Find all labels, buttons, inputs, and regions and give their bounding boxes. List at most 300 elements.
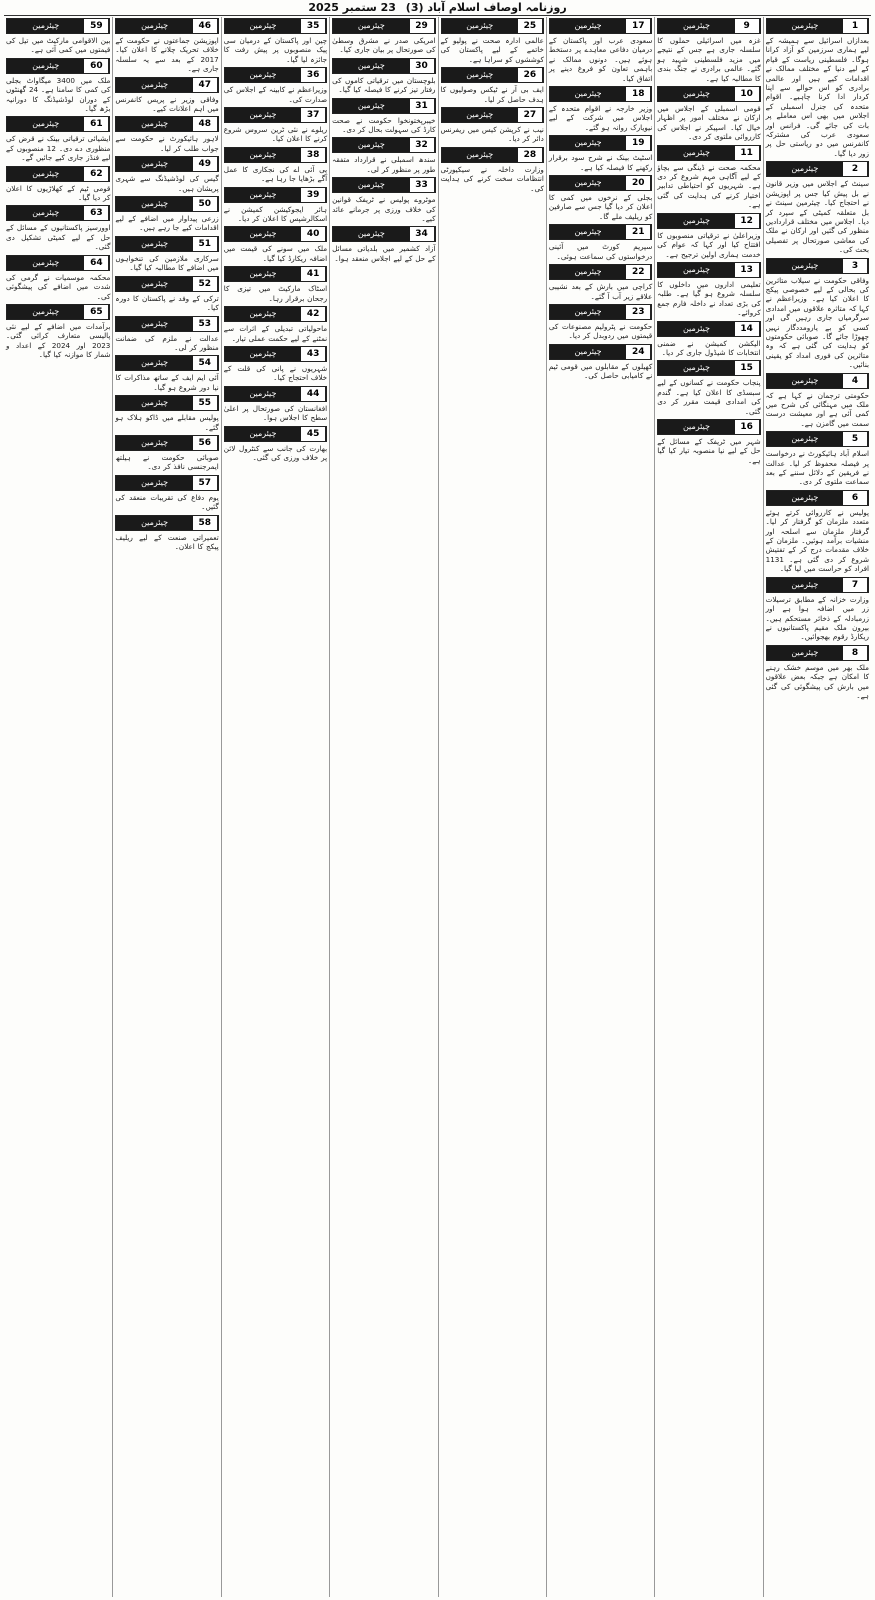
item-text: پولیس نے کارروائی کرتے ہوئے متعدد ملزمان کو گرفتار کر لیا۔ گرفتار ملزمان سے اسلحہ اور منشیات برآمد ہوئیں۔ ملزمان کے خلاف مقدمات درج کر کے تفتیش شروع کر دی گئی ہے۔ 1131 افراد کو حراست میں لیا گیا۔	[765, 507, 869, 574]
item-label: چیئرمین	[116, 436, 192, 450]
item-text: اسلام آباد ہائیکورٹ نے درخواست پر فیصلہ محفوظ کر لیا۔ عدالت نے فریقین کے دلائل سننے کے بعد سماعت ملتوی کر دی۔	[765, 449, 869, 487]
news-item	[224, 17, 327, 64]
news-item	[549, 263, 652, 301]
item-number: 41	[301, 267, 326, 281]
item-label: چیئرمین	[333, 138, 409, 152]
item-label: چیئرمین	[225, 307, 301, 321]
news-item	[657, 85, 760, 142]
news-item	[6, 57, 110, 114]
news-item	[441, 66, 544, 104]
item-label: چیئرمین	[116, 117, 192, 131]
item-label: چیئرمین	[767, 491, 843, 505]
item-text: یوم دفاع کی تقریبات منعقد کی گئیں۔	[115, 492, 219, 512]
item-text: ترکی کے وفد نے پاکستان کا دورہ کیا۔	[115, 293, 219, 313]
item-number: 51	[193, 237, 218, 251]
item-header	[441, 107, 544, 123]
item-text: کراچی میں بارش کے بعد نشیبی علاقے زیر آب آ گئے۔	[548, 282, 653, 301]
item-label: چیئرمین	[550, 305, 626, 319]
item-label: چیئرمین	[550, 19, 626, 33]
news-item	[224, 425, 327, 463]
item-text: کھیلوں کے مقابلوں میں قومی ٹیم نے کامیابی حاصل کی۔	[548, 361, 653, 381]
item-text: لاہور ہائیکورٹ نے حکومت سے جواب طلب کر لیا۔	[115, 134, 219, 153]
item-header	[224, 18, 327, 34]
item-header	[6, 255, 110, 271]
news-item	[115, 76, 218, 114]
news-item	[657, 212, 760, 259]
item-number: 28	[518, 148, 543, 162]
item-number: 16	[735, 420, 760, 434]
item-label: چیئرمین	[225, 387, 301, 401]
news-column	[4, 17, 112, 1597]
item-label: چیئرمین	[550, 345, 626, 359]
item-number: 38	[301, 148, 326, 162]
item-label: چیئرمین	[116, 78, 192, 92]
item-number: 19	[626, 136, 651, 150]
item-number: 7	[843, 578, 868, 592]
item-header	[332, 18, 435, 34]
item-number: 24	[626, 345, 651, 359]
news-item	[441, 146, 544, 193]
news-item	[224, 265, 327, 303]
news-item	[224, 345, 327, 383]
news-item	[766, 430, 869, 487]
news-item	[549, 17, 652, 83]
item-label: چیئرمین	[7, 256, 84, 270]
item-label: چیئرمین	[116, 317, 192, 331]
item-number: 59	[84, 19, 109, 33]
news-item	[549, 343, 652, 381]
item-label: چیئرمین	[442, 148, 518, 162]
page-number: (3)	[405, 1, 424, 14]
item-number: 43	[301, 347, 326, 361]
news-column	[221, 17, 329, 1597]
item-number: 12	[735, 214, 760, 228]
item-number: 54	[193, 356, 218, 370]
item-text: خیبرپختونخوا حکومت نے صحت کارڈ کی سہولت بحال کر دی۔	[332, 115, 436, 135]
masthead-rule	[4, 15, 871, 16]
item-text: سندھ اسمبلی نے قرارداد متفقہ طور پر منظور کر لی۔	[332, 155, 436, 174]
news-item	[115, 155, 218, 193]
item-label: چیئرمین	[767, 19, 843, 33]
news-item	[766, 372, 869, 429]
item-label: چیئرمین	[7, 167, 84, 181]
item-header	[657, 213, 760, 229]
item-label: چیئرمین	[7, 305, 84, 319]
news-item	[657, 144, 760, 210]
item-text: شہریوں نے پانی کی قلت کے خلاف احتجاج کیا۔	[223, 363, 328, 383]
item-number: 44	[301, 387, 326, 401]
item-label: چیئرمین	[225, 427, 301, 441]
item-header	[224, 266, 327, 282]
news-column	[763, 17, 871, 1597]
item-label: چیئرمین	[225, 227, 301, 241]
news-item	[657, 17, 760, 83]
item-header	[115, 435, 218, 451]
item-header	[6, 205, 110, 221]
news-item	[657, 418, 760, 465]
item-text: اپوزیشن جماعتوں نے حکومت کے خلاف تحریک چلانے کا اعلان کیا۔ 2017 کے بعد سے یہ سلسلہ جاری ہے۔	[115, 36, 219, 74]
item-number: 47	[193, 78, 218, 92]
item-number: 23	[626, 305, 651, 319]
item-header	[6, 58, 110, 74]
item-header	[115, 116, 218, 132]
news-item	[332, 176, 435, 223]
item-text: سینٹ کے اجلاس میں وزیر قانون نے بل پیش کیا جس پر اپوزیشن نے احتجاج کیا۔ چیئرمین سینٹ نے بل متعلقہ کمیٹی کے سپرد کر دیا۔ اجلاس میں مختلف قراردادیں منظور کی گئیں اور ارکان نے ملک کی معاشی صورتحال پر تفصیلی بحث کی۔	[765, 179, 869, 255]
item-header	[657, 321, 760, 337]
news-item	[766, 160, 869, 254]
item-text: اوورسیز پاکستانیوں کے مسائل کے حل کے لیے کمیٹی تشکیل دی گئی۔	[6, 223, 111, 252]
news-item	[441, 17, 544, 64]
item-header	[549, 135, 652, 151]
news-item	[332, 97, 435, 135]
news-column	[546, 17, 654, 1597]
item-number: 65	[84, 305, 109, 319]
item-text: ماحولیاتی تبدیلی کے اثرات سے نمٹنے کے لیے حکمت عملی تیار۔	[223, 324, 328, 343]
item-header	[766, 431, 869, 447]
news-item	[224, 225, 327, 263]
item-text: محکمہ موسمیات نے گرمی کی شدت میں اضافے کی پیشگوئی کی۔	[6, 272, 111, 301]
item-number: 32	[410, 138, 435, 152]
item-label: چیئرمین	[225, 188, 301, 202]
item-text: وفاقی وزیر نے پریس کانفرنس میں اہم اعلانات کیے۔	[115, 94, 219, 114]
item-number: 34	[410, 227, 435, 241]
item-text: الیکشن کمیشن نے ضمنی انتخابات کا شیڈول جاری کر دیا۔	[657, 338, 761, 357]
item-text: ملک بھر میں موسم خشک رہنے کا امکان ہے جبکہ بعض علاقوں میں بارش کی پیشگوئی کی گئی ہے۔	[765, 662, 869, 700]
item-text: افغانستان کی صورتحال پر اعلیٰ سطح کا اجلاس ہوا۔	[223, 403, 328, 423]
item-label: چیئرمین	[333, 178, 409, 192]
item-label: چیئرمین	[116, 237, 192, 251]
item-label: چیئرمین	[767, 374, 843, 388]
item-label: چیئرمین	[225, 148, 301, 162]
item-label: چیئرمین	[550, 87, 626, 101]
item-number: 14	[735, 322, 760, 336]
news-columns	[4, 17, 871, 1597]
item-header	[115, 196, 218, 212]
item-header	[115, 395, 218, 411]
item-text: سعودی عرب اور پاکستان کے درمیان دفاعی معاہدے پر دستخط ہوئے ہیں۔ دونوں ممالک نے باہمی تعاون کو فروغ دینے پر اتفاق کیا۔	[548, 36, 653, 83]
item-text: شہر میں ٹریفک کے مسائل کے حل کے لیے نیا منصوبہ تیار کیا گیا ہے۔	[657, 436, 761, 465]
news-item	[332, 136, 435, 174]
item-text: امریکی صدر نے مشرق وسطیٰ کی صورتحال پر بیان جاری کیا۔	[332, 36, 436, 55]
item-label: چیئرمین	[225, 267, 301, 281]
item-header	[115, 236, 218, 252]
item-header	[549, 224, 652, 240]
item-label: چیئرمین	[7, 59, 84, 73]
item-label: چیئرمین	[225, 347, 301, 361]
item-number: 1	[843, 19, 868, 33]
item-text: پولیس مقابلے میں ڈاکو ہلاک ہو گئے۔	[115, 413, 219, 432]
item-header	[766, 373, 869, 389]
item-number: 26	[518, 68, 543, 82]
item-text: ملک میں 3400 میگاواٹ بجلی کی کمی کا سامنا ہے۔ 24 گھنٹوں کے دوران لوڈشیڈنگ کا دورانیہ بڑھ گیا۔	[6, 75, 111, 114]
item-header	[549, 304, 652, 320]
item-header	[6, 166, 110, 182]
news-item	[766, 257, 869, 370]
item-text: تعلیمی اداروں میں داخلوں کا سلسلہ شروع ہو گیا ہے۔ طلبہ کی بڑی تعداد نے داخلہ فارم جمع کروائے۔	[657, 279, 761, 318]
item-label: چیئرمین	[767, 162, 843, 176]
item-number: 17	[626, 19, 651, 33]
item-number: 27	[518, 108, 543, 122]
news-item	[224, 305, 327, 343]
item-number: 13	[735, 263, 760, 277]
item-label: چیئرمین	[658, 146, 734, 160]
news-item	[549, 134, 652, 172]
news-item	[332, 57, 435, 95]
item-number: 40	[301, 227, 326, 241]
item-text: آئی ایم ایف کے ساتھ مذاکرات کا نیا دور شروع ہو گیا۔	[115, 373, 219, 392]
item-label: چیئرمین	[225, 19, 301, 33]
item-header	[224, 226, 327, 242]
item-label: چیئرمین	[333, 227, 409, 241]
item-header	[224, 346, 327, 362]
item-header	[224, 107, 327, 123]
news-item	[549, 303, 652, 341]
item-text: ملک میں سونے کی قیمت میں اضافہ ریکارڈ کیا گیا۔	[223, 244, 328, 263]
item-text: تعمیراتی صنعت کے لیے ریلیف پیکج کا اعلان۔	[115, 532, 219, 551]
item-header	[657, 419, 760, 435]
item-header	[224, 386, 327, 402]
item-label: چیئرمین	[225, 108, 301, 122]
news-item	[549, 223, 652, 261]
item-label: چیئرمین	[658, 420, 734, 434]
item-label: چیئرمین	[333, 59, 409, 73]
item-label: چیئرمین	[658, 361, 734, 375]
item-label: چیئرمین	[658, 214, 734, 228]
news-item	[332, 225, 435, 263]
item-number: 2	[843, 162, 868, 176]
item-label: چیئرمین	[116, 157, 192, 171]
news-item	[115, 235, 218, 273]
item-label: چیئرمین	[442, 68, 518, 82]
item-text: محکمہ صحت نے ڈینگی سے بچاؤ کے لیے آگاہی مہم شروع کر دی ہے۔ شہریوں کو احتیاطی تدابیر اختیار کرنے کی ہدایت کی گئی ہے۔	[657, 162, 761, 210]
item-header	[657, 18, 760, 34]
item-text: سپریم کورٹ میں آئینی درخواستوں کی سماعت ہوئی۔	[548, 242, 653, 261]
item-header	[6, 18, 110, 34]
item-label: چیئرمین	[7, 117, 84, 131]
item-header	[441, 147, 544, 163]
news-item	[115, 514, 218, 552]
item-header	[766, 18, 869, 34]
item-label: چیئرمین	[658, 263, 734, 277]
item-label: چیئرمین	[658, 19, 734, 33]
item-header	[6, 304, 110, 320]
news-item	[115, 315, 218, 353]
item-header	[115, 355, 218, 371]
item-header	[224, 187, 327, 203]
item-number: 58	[193, 516, 218, 530]
item-header	[549, 175, 652, 191]
item-text: ایشیائی ترقیاتی بینک نے قرض کی منظوری دے دی۔ 12 منصوبوں کے لیے فنڈز جاری کیے جائیں گے۔	[6, 134, 111, 163]
item-header	[441, 67, 544, 83]
item-header	[115, 316, 218, 332]
news-item	[115, 275, 218, 313]
item-header	[549, 264, 652, 280]
news-item	[657, 261, 760, 318]
item-header	[332, 137, 435, 153]
news-item	[115, 115, 218, 153]
item-header	[766, 490, 869, 506]
item-text: سرکاری ملازمین کی تنخواہوں میں اضافے کا مطالبہ کیا گیا۔	[115, 253, 219, 273]
item-label: چیئرمین	[116, 19, 192, 33]
news-item	[766, 17, 869, 158]
item-number: 5	[843, 432, 868, 446]
item-label: چیئرمین	[550, 136, 626, 150]
item-label: چیئرمین	[442, 108, 518, 122]
item-text: حکومت نے پٹرولیم مصنوعات کی قیمتوں میں ردوبدل کر دیا۔	[548, 321, 653, 341]
item-header	[766, 258, 869, 274]
item-text: اسٹیٹ بینک نے شرح سود برقرار رکھنے کا فیصلہ کیا ہے۔	[548, 153, 653, 172]
item-text: قومی ٹیم کے کھلاڑیوں کا اعلان کر دیا گیا۔	[6, 183, 111, 203]
item-text: حکومتی ترجمان نے کہا ہے کہ ملک میں مہنگائی کی شرح میں کمی آئی ہے اور معیشت درست سمت میں گامزن ہے۔	[765, 390, 869, 428]
item-text: ریلوے نے نئی ٹرین سروس شروع کرنے کا اعلان کیا۔	[223, 125, 328, 144]
news-item	[6, 254, 110, 301]
item-text: موٹروے پولیس نے ٹریفک قوانین کی خلاف ورزی پر جرمانے عائد کیے۔	[332, 195, 436, 224]
item-text: برآمدات میں اضافے کے لیے نئی پالیسی متعارف کرائی گئی۔ 2023 اور 2024 کے اعداد و شمار کا موازنہ کیا گیا۔	[6, 321, 111, 360]
item-label: چیئرمین	[767, 259, 843, 273]
item-label: چیئرمین	[767, 432, 843, 446]
item-label: چیئرمین	[225, 68, 301, 82]
item-text: صوبائی حکومت نے ہیلتھ ایمرجنسی نافذ کر دی۔	[115, 452, 219, 472]
item-number: 45	[301, 427, 326, 441]
item-header	[549, 86, 652, 102]
item-label: چیئرمین	[333, 19, 409, 33]
item-number: 15	[735, 361, 760, 375]
item-number: 3	[843, 259, 868, 273]
item-text: بین الاقوامی مارکیٹ میں تیل کی قیمتوں میں کمی آئی ہے۔	[6, 36, 111, 55]
news-item	[224, 66, 327, 104]
news-item	[6, 165, 110, 203]
item-header	[115, 156, 218, 172]
item-text: وزارت داخلہ نے سیکیورٹی انتظامات سخت کرنے کی ہدایت کی۔	[440, 164, 544, 193]
item-number: 42	[301, 307, 326, 321]
item-number: 35	[301, 19, 326, 33]
item-header	[224, 147, 327, 163]
item-number: 56	[193, 436, 218, 450]
item-number: 33	[410, 178, 435, 192]
item-label: چیئرمین	[767, 578, 843, 592]
item-number: 61	[84, 117, 109, 131]
item-header	[657, 360, 760, 376]
item-header	[657, 86, 760, 102]
item-text: وفاقی حکومت نے سیلاب متاثرین کی بحالی کے لیے خصوصی پیکج کا اعلان کیا ہے۔ وزیراعظم نے کہا کہ متاثرہ علاقوں میں امدادی سرگرمیاں جاری رہیں گی اور کسی کو بے یارومددگار نہیں چھوڑا جائے گا۔ صوبائی حکومتوں کو ہدایت کی گئی ہے کہ وہ متاثرین کی فوری امداد کو یقینی بنائیں۔	[765, 275, 869, 370]
item-text: آزاد کشمیر میں بلدیاتی مسائل کے حل کے لیے اجلاس منعقد ہوا۔	[332, 244, 436, 263]
news-item	[115, 394, 218, 432]
news-item	[6, 204, 110, 251]
item-label: چیئرمین	[550, 176, 626, 190]
news-item	[332, 17, 435, 55]
item-header	[766, 577, 869, 593]
item-text: عالمی ادارہ صحت نے پولیو کے خاتمے کے لیے پاکستان کی کوششوں کو سراہا ہے۔	[440, 36, 544, 64]
item-label: چیئرمین	[116, 476, 192, 490]
item-number: 55	[193, 396, 218, 410]
item-number: 22	[626, 265, 651, 279]
item-number: 50	[193, 197, 218, 211]
item-label: چیئرمین	[116, 396, 192, 410]
item-text: وزیراعلیٰ نے ترقیاتی منصوبوں کا افتتاح کیا اور کہا کہ عوام کی خدمت ہماری اولین ترجیح ہے۔	[657, 230, 761, 259]
item-header	[332, 98, 435, 114]
item-number: 46	[193, 19, 218, 33]
item-text: پی آئی اے کی نجکاری کا عمل آگے بڑھایا جا رہا ہے۔	[223, 164, 328, 184]
item-number: 25	[518, 19, 543, 33]
item-text: غزہ میں اسرائیلی حملوں کا سلسلہ جاری ہے جس کے نتیجے میں مزید فلسطینی شہید ہو گئے۔ عالمی برادری نے جنگ بندی کا مطالبہ کیا ہے۔	[657, 36, 761, 83]
item-number: 60	[84, 59, 109, 73]
item-text: بعدازاں اسرائیل سے ہمیشہ کے لیے ہماری سرزمین کو آزاد کرانا ہوگا۔ فلسطینی ریاست کے قیام کے لیے دنیا کے مختلف ممالک نے اقدامات کیے ہیں اور عالمی برادری کو اس حوالے سے اپنا کردار ادا کرنا چاہیے۔ اقوام متحدہ کی جنرل اسمبلی کے اجلاس میں بھی اس معاملے پر بات کی جائے گی۔ فرانس اور سعودی عرب کی مشترکہ کانفرنس میں دو ریاستی حل پر زور دیا گیا۔	[765, 36, 869, 158]
news-item	[766, 489, 869, 574]
item-header	[657, 145, 760, 161]
item-number: 20	[626, 176, 651, 190]
item-text: عدالت نے ملزم کی ضمانت منظور کر لی۔	[115, 333, 219, 352]
item-label: چیئرمین	[7, 19, 84, 33]
item-label: چیئرمین	[7, 206, 84, 220]
news-item	[115, 474, 218, 512]
item-text: بھارت کی جانب سے کنٹرول لائن پر خلاف ورزی کی گئی۔	[223, 443, 328, 462]
item-label: چیئرمین	[116, 277, 192, 291]
item-text: نیب نے کرپشن کیس میں ریفرنس دائر کر دیا۔	[440, 125, 544, 144]
paper-name: روزنامہ اوصاف اسلام آباد	[427, 1, 567, 14]
item-header	[224, 67, 327, 83]
item-header	[549, 344, 652, 360]
item-number: 52	[193, 277, 218, 291]
item-label: چیئرمین	[658, 87, 734, 101]
news-column	[329, 17, 437, 1597]
item-number: 53	[193, 317, 218, 331]
news-item	[657, 320, 760, 358]
item-header	[115, 18, 218, 34]
item-number: 39	[301, 188, 326, 202]
item-number: 36	[301, 68, 326, 82]
item-text: زرعی پیداوار میں اضافے کے لیے اقدامات کیے جا رہے ہیں۔	[115, 214, 219, 233]
item-header	[549, 18, 652, 34]
item-text: وزارت خزانہ کے مطابق ترسیلات زر میں اضافہ ہوا ہے اور زرمبادلہ کے ذخائر مستحکم ہیں۔ بیرون ملک مقیم پاکستانیوں نے ریکارڈ رقوم بھجوائیں۔	[765, 594, 869, 642]
item-text: بجلی کے نرخوں میں کمی کا اعلان کر دیا گیا جس سے صارفین کو ریلیف ملے گا۔	[548, 193, 653, 221]
news-item	[224, 385, 327, 423]
news-item	[657, 359, 760, 416]
news-item	[224, 106, 327, 144]
masthead	[0, 0, 875, 16]
item-label: چیئرمین	[442, 19, 518, 33]
item-header	[441, 18, 544, 34]
item-number: 37	[301, 108, 326, 122]
item-number: 4	[843, 374, 868, 388]
item-header	[332, 226, 435, 242]
item-label: چیئرمین	[550, 225, 626, 239]
issue-date: 23 ستمبر 2025	[308, 1, 396, 14]
item-text: پنجاب حکومت نے کسانوں کے لیے سبسڈی کا اعلان کیا ہے۔ گندم کی امدادی قیمت مقرر کر دی گئی۔	[657, 378, 761, 416]
item-label: چیئرمین	[550, 265, 626, 279]
news-item	[115, 17, 218, 74]
item-header	[115, 475, 218, 491]
item-number: 18	[626, 87, 651, 101]
item-number: 62	[84, 167, 109, 181]
news-item	[549, 85, 652, 132]
item-text: چین اور پاکستان کے درمیان سی پیک منصوبوں پر پیش رفت کا جائزہ لیا گیا۔	[223, 36, 328, 64]
news-column	[654, 17, 762, 1597]
item-number: 49	[193, 157, 218, 171]
news-item	[6, 17, 110, 55]
item-number: 6	[843, 491, 868, 505]
item-label: چیئرمین	[767, 646, 843, 660]
item-number: 21	[626, 225, 651, 239]
item-label: چیئرمین	[333, 99, 409, 113]
item-header	[115, 515, 218, 531]
item-number: 9	[735, 19, 760, 33]
news-item	[115, 195, 218, 233]
news-column	[112, 17, 220, 1597]
item-text: گیس کی لوڈشیڈنگ سے شہری پریشان ہیں۔	[115, 174, 219, 193]
item-header	[332, 177, 435, 193]
item-label: چیئرمین	[658, 322, 734, 336]
item-header	[224, 426, 327, 442]
